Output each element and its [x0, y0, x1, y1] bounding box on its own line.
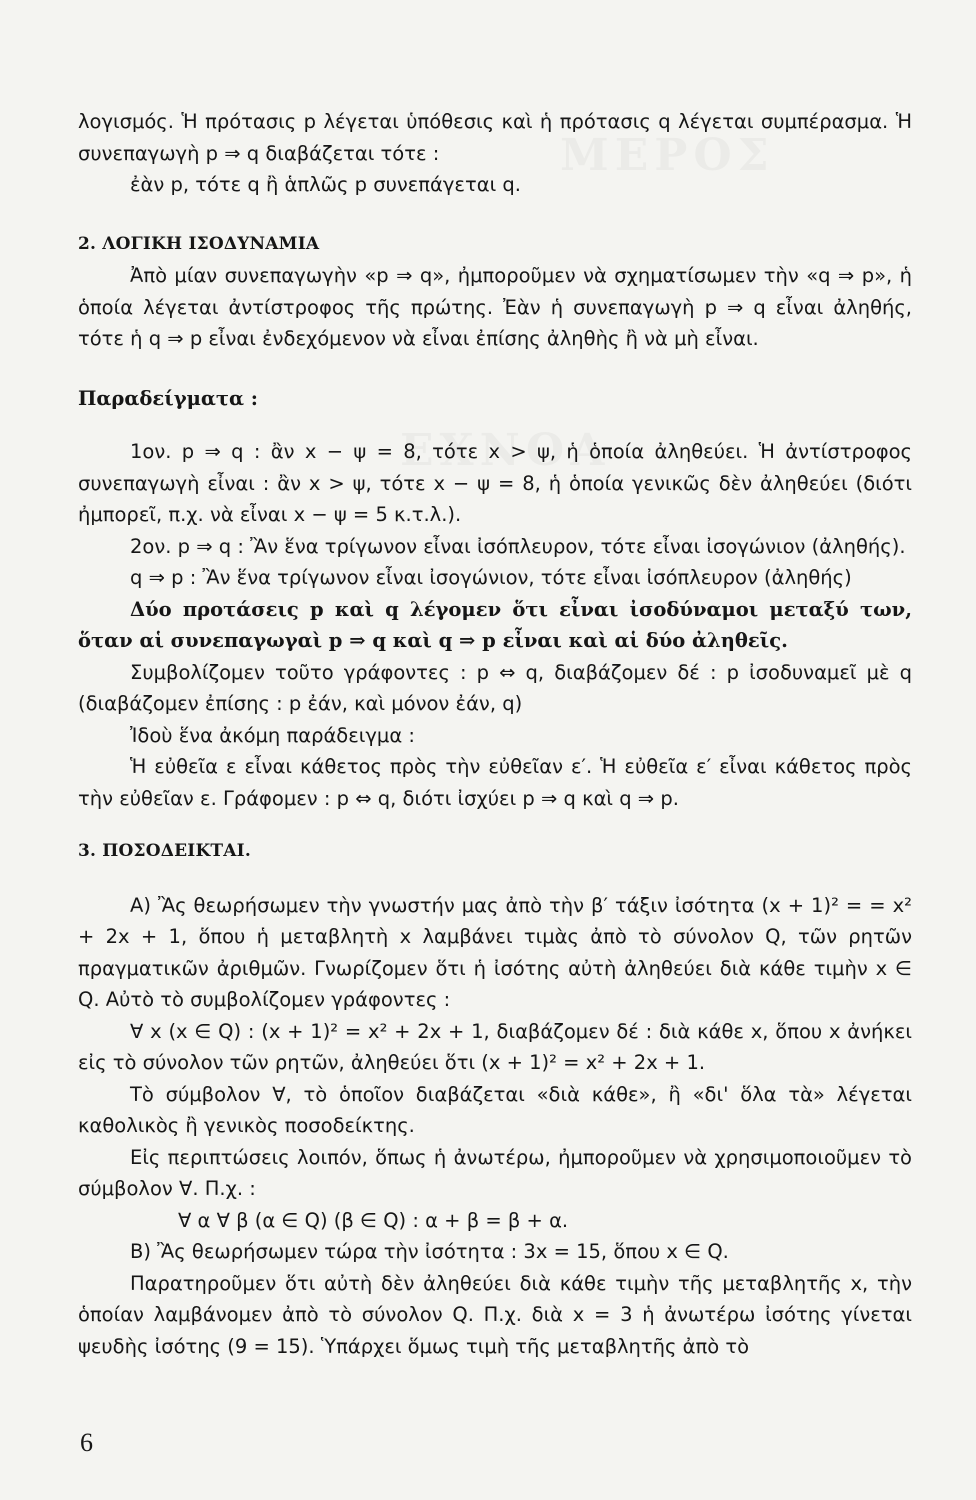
- paragraph: Ἰδοὺ ἕνα ἀκόμη παράδειγμα :: [130, 723, 415, 747]
- examples-heading: Παραδείγματα :: [78, 386, 258, 410]
- example-1: 1ον. p ⇒ q : ἂν x − ψ = 8, τότε x > ψ, ἡ ὁποία ἀληθεύει. Ἡ ἀντίστροφος συνεπαγωγὴ εἶναι : ἂν x > ψ, τότε x − ψ = 8, ἡ ὁποία γενικῶς δὲν ἀληθεύει (διότι ἠμπορεῖ, π.χ. νὰ εἶναι x − ψ = 5 κ.τ.λ.).: [78, 440, 912, 526]
- section-heading-quantifiers: 3. ΠΟΣΟΔΕΙΚΤΑΙ.: [78, 841, 251, 861]
- paragraph: Συμβολίζομεν τοῦτο γράφοντες : p ⇔ q, διαβάζομεν δέ : p ἰσοδυναμεῖ μὲ q (διαβάζομεν ἐπίσης : p ἐάν, καὶ μόνον ἐάν, q): [78, 660, 912, 715]
- section-heading-logical-equivalence: 2. ΛΟΓΙΚΗ ΙΣΟΔΥΝΑΜΙΑ: [78, 233, 320, 254]
- example-2-converse: q ⇒ p : Ἂν ἕνα τρίγωνον εἶναι ἰσογώνιον, τότε εἶναι ἰσόπλευρον (ἀληθής): [130, 566, 852, 589]
- paragraph: Β) Ἂς θεωρήσωμεν τώρα τὴν ἰσότητα : 3x = 15, ὅπου x ∈ Q.: [130, 1240, 729, 1263]
- paragraph-conditional-reading: ἐὰν p, τότε q ἢ ἁπλῶς p συνεπάγεται q.: [130, 173, 521, 196]
- paragraph: Ἀπὸ μίαν συνεπαγωγὴν «p ⇒ q», ἠμποροῦμεν νὰ σχηματίσωμεν τὴν «q ⇒ p», ἡ ὁποία λέγεται ἀντίστροφος τῆς πρώτης. Ἐὰν ἡ συνεπαγωγὴ p ⇒ q εἶναι ἀληθής, τότε ἡ q ⇒ p εἶναι ἐνδεχόμενον νὰ εἶναι ἐπίσης ἀληθὴς ἢ νὰ μὴ εἶναι.: [78, 264, 912, 350]
- paragraph: Α) Ἂς θεωρήσωμεν τὴν γνωστήν μας ἀπὸ τὴν β′ τάξιν ἰσότητα (x + 1)² = = x² + 2x + 1, ὅπου ἡ μεταβλητὴ x λαμβάνει τιμὰς ἀπὸ τὸ σύνολον Q, τῶν ρητῶν πραγματικῶν ἀριθμῶν. Γνωρίζομεν ὅτι ἡ ἰσότης αὐτὴ ἀληθεύει διὰ κάθε τιμὴν x ∈ Q. Αὐτὸ τὸ συμβολίζομεν γράφοντες :: [78, 893, 912, 1011]
- paragraph: Ἡ εὐθεῖα ε εἶναι κάθετος πρὸς τὴν εὐθεῖαν ε′. Ἡ εὐθεῖα ε′ εἶναι κάθετος πρὸς τὴν εὐθεῖαν ε. Γράφομεν : p ⇔ q, διότι ἰσχύει p ⇒ q καὶ q ⇒ p.: [78, 755, 912, 810]
- paragraph: Εἰς περιπτώσεις λοιπόν, ὅπως ἡ ἀνωτέρω, ἠμποροῦμεν νὰ χρησιμοποιοῦμεν τὸ σύμβολον ∀. Π.χ. :: [78, 1145, 912, 1200]
- formula: ∀ α ∀ β (α ∈ Q) (β ∈ Q) : α + β = β + α.: [178, 1208, 569, 1232]
- page-text: [78, 106, 912, 1362]
- example-2: 2ον. p ⇒ q : Ἂν ἕνα τρίγωνον εἶναι ἰσόπλευρον, τότε εἶναι ἰσογώνιον (ἀληθής).: [130, 534, 906, 558]
- paragraph: ∀ x (x ∈ Q) : (x + 1)² = x² + 2x + 1, διαβάζομεν δέ : διὰ κάθε x, ὅπου x ἀνήκει εἰς τὸ σύνολον τῶν ρητῶν, ἀληθεύει ὅτι (x + 1)² = x² + 2x + 1.: [78, 1019, 912, 1074]
- paragraph: λογισμός. Ἡ πρότασις p λέγεται ὑπόθεσις καὶ ἡ πρότασις q λέγεται συμπέρασμα. Ἡ συνεπαγωγὴ p ⇒ q διαβάζεται τότε :: [78, 110, 912, 165]
- paragraph: Παρατηροῦμεν ὅτι αὐτὴ δὲν ἀληθεύει διὰ κάθε τιμὴν τῆς μεταβλητῆς x, τὴν ὁποίαν λαμβάνομεν ἀπὸ τὸ σύνολον Q. Π.χ. διὰ x = 3 ἡ ἀνωτέρω ἰσότης γίνεται ψευδὴς ἰσότης (9 = 15). Ὑπάρχει ὅμως τιμὴ τῆς μεταβλητῆς ἀπὸ τὸ: [78, 1271, 912, 1358]
- page-number: 6: [80, 1428, 93, 1457]
- paragraph-universal-quantifier: Τὸ σύμβολον ∀, τὸ ὁποῖον διαβάζεται «διὰ κάθε», ἢ «δι' ὅλα τὰ» λέγεται καθολικὸς ἢ γενικὸς ποσοδείκτης.: [78, 1082, 912, 1137]
- definition-equivalence: Δύο προτάσεις p καὶ q λέγομεν ὅτι εἶναι ἰσοδύναμοι μεταξύ των, ὅταν αἱ συνεπαγωγαὶ p ⇒ q καὶ q ⇒ p εἶναι καὶ αἱ δύο ἀληθεῖς.: [78, 597, 912, 652]
